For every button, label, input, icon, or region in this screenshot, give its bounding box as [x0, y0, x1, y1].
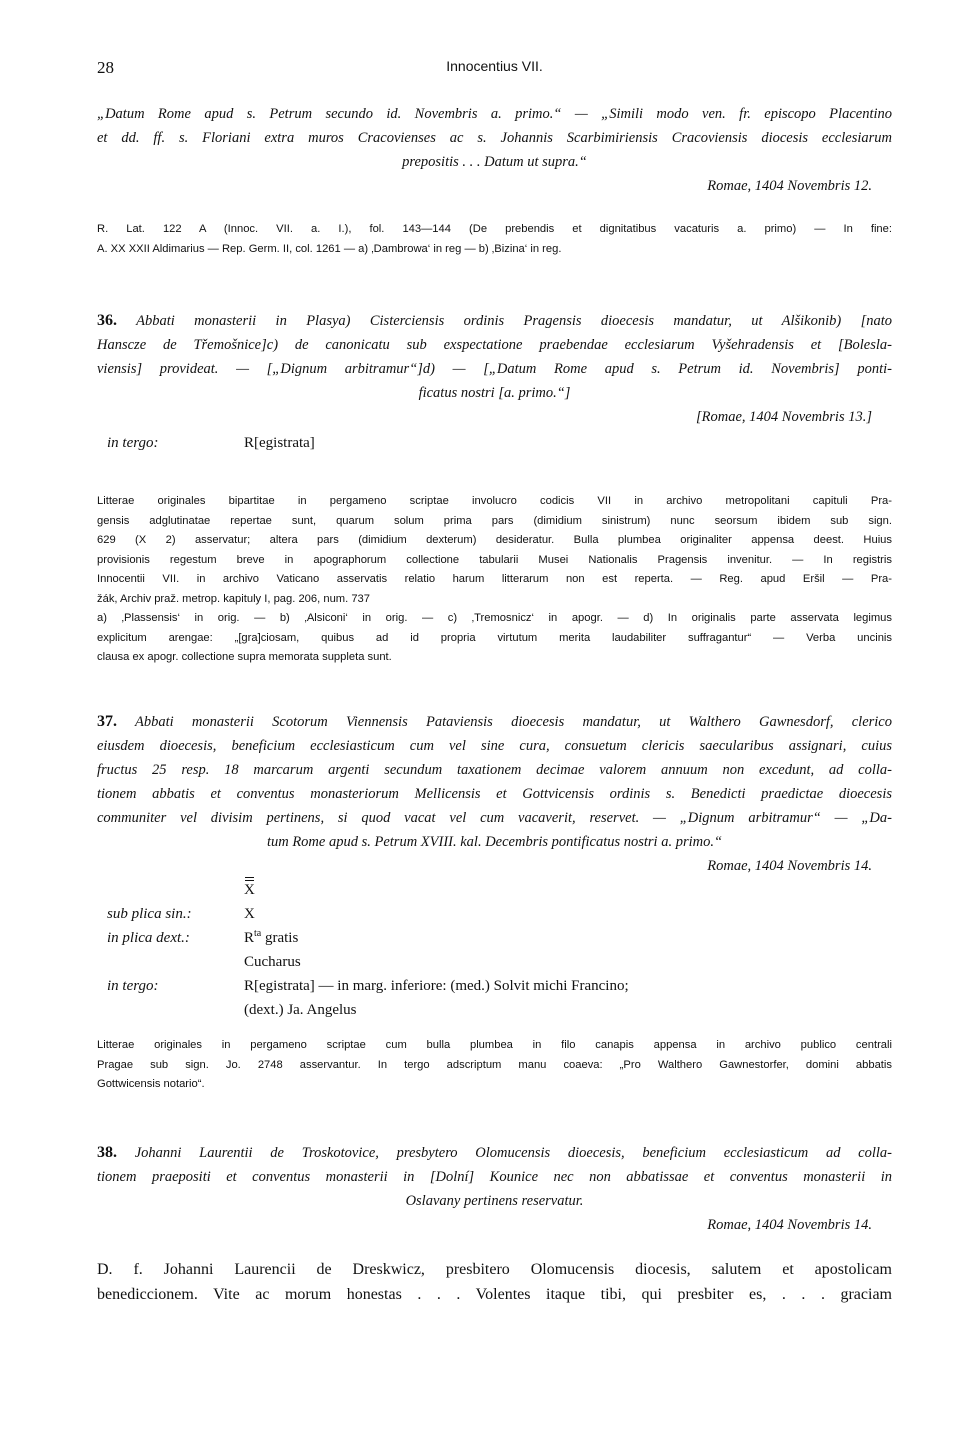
text-line-content: Johanni Laurentii de Troskotovice, presbytero Olomucensis dioecesis, beneficium ecclesiasticum ad colla- [134, 1145, 892, 1161]
in-plica-sup: ta [254, 928, 262, 939]
cucharus-line [97, 950, 892, 974]
entry-number: 36. [97, 312, 117, 329]
sub-plica-label: sub plica sin.: [107, 906, 192, 922]
tergo-line-2 [97, 998, 892, 1022]
tergo-value: R[egistrata] — in marg. inferiore: (med.) Solvit michi Francino; [244, 978, 629, 994]
in-plica-r: R [244, 930, 255, 946]
tergo-line [97, 974, 892, 998]
sub-plica-line [97, 902, 892, 926]
editorial-note [97, 492, 892, 668]
dateline: Romae, 1404 Novembris 14. [707, 858, 872, 874]
tergo-line [97, 431, 892, 455]
text-line: Oslavany pertinens reservatur. [405, 1193, 584, 1209]
entry-37 [97, 710, 892, 1095]
entry-37-regest [97, 710, 892, 854]
cucharus: Cucharus [244, 954, 301, 970]
note-line: Litterae originales bipartitae in pergameno scriptae involucro codicis VII in archivo metropolitani capituli Pra- [97, 495, 892, 507]
entry-number: 37. [97, 713, 117, 730]
tergo-value: R[egistrata] [244, 435, 315, 451]
text-line [97, 710, 892, 734]
note-line: Innocentii VII. in archivo Vaticano asservatis relatio harum litterarum non est reperta. — Reg. apud Eršil — Pra- [97, 573, 892, 585]
text-line [97, 1141, 892, 1165]
text-line: tum Rome apud s. Petrum XVIII. kal. Decembris pontificatus nostri a. primo.“ [266, 834, 723, 850]
tergo-label: in tergo: [107, 978, 159, 994]
note-line: gensis adglutinatae repertae sunt, quarum solum prima pars (dimidium sinistrum) nunc seorsum ibidem sub sign. [97, 514, 892, 527]
editorial-note [97, 1036, 892, 1095]
text-line: Hanscze de Třemošnice]c) de canonicatu sub exspectatione praebendae ecclesiarum Vyšehradensis et [Bolesla- [97, 337, 892, 353]
note-line: žák, Archiv praž. metrop. kapituly I, pag. 206, num. 737 [97, 592, 370, 605]
in-plica-label: in plica dext.: [107, 930, 190, 946]
entry-36-regest [97, 309, 892, 405]
note-line: provisionis regestum breve in apographorum collectione tabularii Musei Nationalis Pragensis invenitur. — In registris [97, 553, 892, 566]
in-plica-value [244, 926, 298, 950]
overlined-x: X [244, 878, 255, 902]
text-line-content: Abbati monasterii in Plasya) Cisterciensis ordinis Pragensis dioecesis mandatur, ut Alšikonib) [nato [136, 313, 892, 329]
text-line: eiusdem dioecesis, beneficium ecclesiasticum cum vel sine cura, consuetum clericis saecularibus assignari, cuius [97, 738, 892, 754]
note-line: R. Lat. 122 A (Innoc. VII. a. I.), fol. 143—144 (De prebendis et dignitatibus vacaturis a. primo) — In fine: [97, 223, 892, 235]
text-line [97, 309, 892, 333]
note-line: A. XX XXII Aldimarius — Rep. Germ. II, col. 1261 — a) ‚Dambrowa‘ in reg — b) ‚Bizina‘ in reg. [97, 242, 562, 255]
entry-38 [97, 1141, 892, 1307]
text-line: et dd. ff. s. Floriani extra muros Cracovienses ac s. Johannis Scarbimiriensis Cracoviensis diocesis ecclesiarum [97, 130, 892, 146]
note-line: Gottwicensis notario“. [97, 1078, 205, 1090]
sub-plica-value: X [244, 906, 255, 922]
document-text [97, 1257, 892, 1307]
text-line: ficatus nostri [a. primo.“] [418, 385, 571, 401]
entry-number: 38. [97, 1144, 117, 1161]
text-line: D. f. Johanni Laurencii de Dreskwicz, presbitero Olomucensis diocesis, salutem et apostolicam [97, 1261, 892, 1278]
text-line: „Datum Rome apud s. Petrum secundo id. Novembris a. primo.“ — „Simili modo ven. fr. episcopo Placentino [97, 106, 892, 122]
text-line: prepositis . . . Datum ut supra.“ [402, 154, 587, 170]
text-line: communiter vel divisim pertinens, si quod vacat vel cum vacaverit, reservet. — „Dignum arbitramur“ — „Da- [97, 810, 892, 826]
page-header [97, 58, 892, 82]
mark-x-overlined [97, 878, 892, 902]
editorial-note [97, 220, 892, 259]
text-line: fructus 25 resp. 18 marcarum argenti secundum taxationem decimae valorem annuum non excedunt, ad colla- [97, 762, 892, 778]
note-line: clausa ex apogr. collectione supra memorata suppleta sunt. [97, 651, 392, 663]
tergo-value-2: (dext.) Ja. Angelus [244, 1002, 357, 1018]
note-line: a) ‚Plassensis‘ in orig. — b) ‚Alsiconi‘ in orig. — c) ‚Tremosnicz‘ in apogr. — d) In originalis parte asservata legimus [97, 612, 892, 624]
dateline: Romae, 1404 Novembris 14. [707, 1217, 872, 1233]
note-line: explicitum arengae: „[gra]ciosam, quibus ad id propria virtutum merita laudabiliter suffragantur“ — Verba uncinis [97, 631, 892, 644]
text-line: tionem praepositi et conventus monasterii in [Dolní] Kounice nec non abbatissae et conventus monasterii in [97, 1169, 892, 1185]
in-plica-line [97, 926, 892, 950]
in-plica-rest: gratis [261, 930, 299, 946]
entry-36 [97, 309, 892, 668]
continuation-text [97, 102, 892, 174]
text-line: benediccionem. Vite ac morum honestas . . . Volentes itaque tibi, qui presbiter es, . . . graciam [97, 1286, 892, 1303]
note-line: 629 (X 2) asservatur; altera pars (dimidium dexterum) desideratur. Bulla plumbea originaliter appensa deest. Huius [97, 534, 892, 546]
note-line: Pragae sub sign. Jo. 2748 asservantur. In tergo adscriptum manu coaeva: „Pro Walthero Gawnestorfer, domini abbatis [97, 1058, 892, 1071]
note-line: Litterae originales in pergameno scriptae cum bulla plumbea in filo canapis appensa in archivo publico centrali [97, 1039, 892, 1051]
text-line: tionem abbatis et conventus monasteriorum Mellicensis et Gottvicensis ordinis s. Benedicti praedictae dioecesis [97, 786, 892, 802]
tergo-label: in tergo: [107, 435, 159, 451]
previous-entry-continuation [97, 102, 892, 259]
entry-38-regest [97, 1141, 892, 1213]
page-number: 28 [97, 58, 114, 77]
running-title: Innocentius VII. [446, 58, 543, 74]
dateline: Romae, 1404 Novembris 12. [707, 178, 872, 194]
text-line-content: Abbati monasterii Scotorum Viennensis Pataviensis dioecesis mandatur, ut Walthero Gawnesdorf, clerico [134, 714, 892, 730]
text-line: viensis] provideat. — [„Dignum arbitramur“]d) — [„Datum Rome apud s. Petrum id. Novembris] ponti- [97, 361, 892, 377]
dateline: [Romae, 1404 Novembris 13.] [695, 409, 872, 425]
